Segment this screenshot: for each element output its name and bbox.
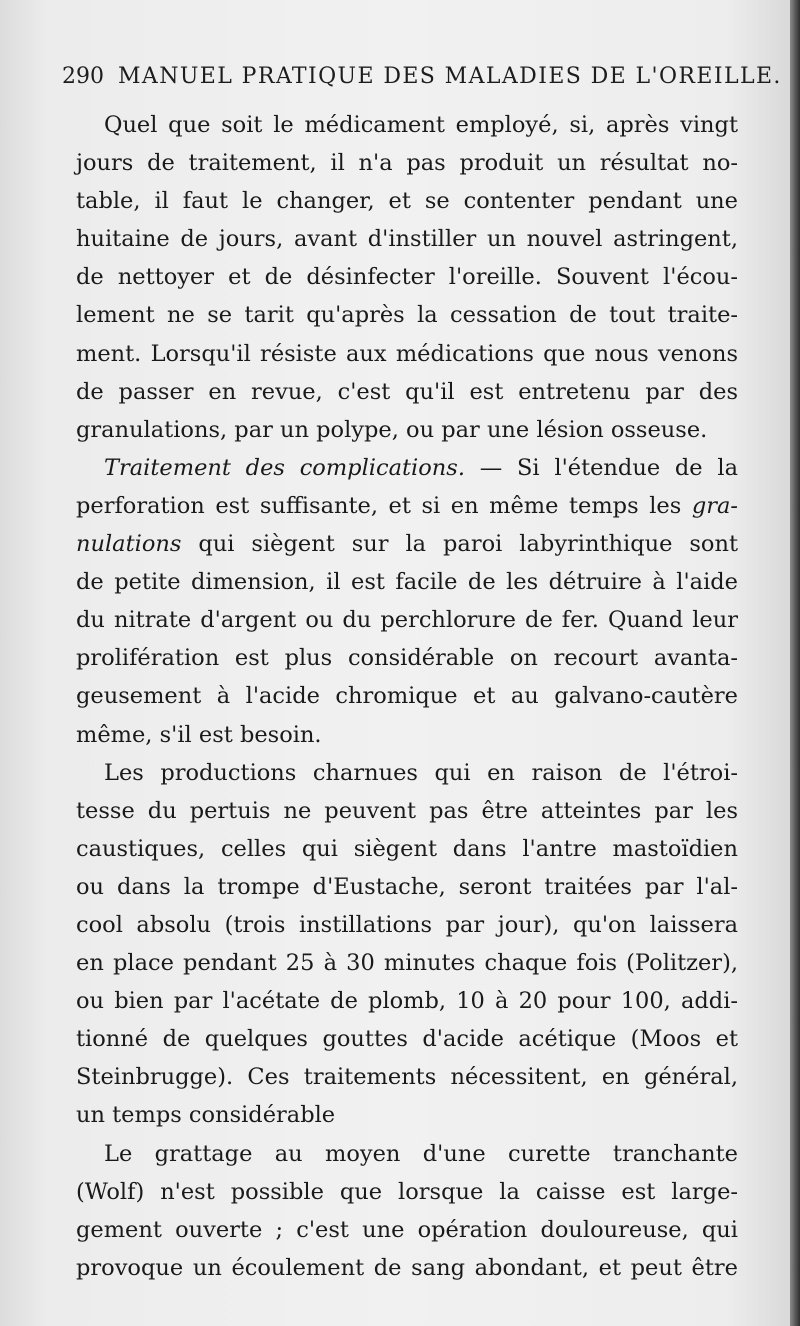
text-line: table, il faut le changer, et se contenter pendant une — [76, 188, 738, 215]
text-line: en place pendant 25 à 30 minutes chaque fois (Politzer), — [76, 950, 738, 977]
text-line: même, s'il est besoin. — [76, 721, 322, 748]
text-line: Steinbrugge). Ces traitements nécessitent, en général, — [76, 1064, 738, 1091]
text-fragment: qui siègent sur la paroi labyrinthique sont — [181, 531, 738, 558]
text-line: geusement à l'acide chromique et au galvano-cautère — [76, 683, 738, 710]
paragraph-2 — [76, 449, 738, 754]
text-line: ment. Lorsqu'il résiste aux médications que nous venons — [76, 340, 738, 367]
page-number: 290 — [62, 64, 104, 89]
text-fragment: — Si l'étendue de la — [464, 454, 738, 481]
paragraph-1 — [76, 106, 738, 449]
text-line: Le grattage au moyen d'une curette tranchante — [104, 1140, 738, 1167]
italic-term: nulations — [76, 531, 182, 558]
text-line: huitaine de jours, avant d'instiller un nouvel astringent, — [76, 226, 738, 253]
text-line: cool absolu (trois instillations par jour), qu'on laissera — [76, 911, 738, 938]
text-line: de nettoyer et de désinfecter l'oreille. Souvent l'écou- — [76, 264, 738, 291]
text-line: de petite dimension, il est facile de les détruire à l'aide — [76, 569, 738, 596]
text-line: tesse du pertuis ne peuvent pas être atteintes par les — [76, 797, 738, 824]
italic-term: gra- — [691, 492, 738, 519]
text-line: lement ne se tarit qu'après la cessation de tout traite- — [76, 302, 738, 329]
text-line: tionné de quelques gouttes d'acide acétique (Moos et — [76, 1026, 738, 1053]
text-line: du nitrate d'argent ou du perchlorure de fer. Quand leur — [76, 607, 738, 634]
text-line: provoque un écoulement de sang abondant, et peut être — [76, 1254, 738, 1281]
text-line — [76, 525, 738, 563]
text-line: Les productions charnues qui en raison de l'étroi- — [104, 759, 738, 786]
text-line: prolifération est plus considérable on recourt avanta- — [76, 645, 738, 672]
text-line: caustiques, celles qui siègent dans l'antre mastoïdien — [76, 835, 738, 862]
body-text — [76, 106, 738, 1287]
text-line: un temps considérable — [76, 1102, 336, 1129]
page-edge-shadow — [790, 0, 800, 1326]
text-line: granulations, par un polype, ou par une lésion osseuse. — [76, 416, 708, 443]
running-title: MANUEL PRATIQUE DES MALADIES DE L'OREILLE. — [118, 64, 782, 89]
text-fragment: perforation est suffisante, et si en même temps les — [76, 492, 692, 519]
text-line: (Wolf) n'est possible que lorsque la caisse est large- — [76, 1178, 738, 1205]
running-header — [62, 64, 782, 89]
paragraph-3 — [76, 754, 738, 1135]
section-heading: Traitement des complications. — [104, 454, 465, 481]
text-line: gement ouverte ; c'est une opération douloureuse, qui — [76, 1216, 738, 1243]
text-line — [76, 487, 738, 525]
paragraph-4 — [76, 1135, 738, 1287]
text-line: ou dans la trompe d'Eustache, seront traitées par l'al- — [76, 873, 738, 900]
text-line — [76, 449, 738, 487]
text-line: Quel que soit le médicament employé, si, après vingt — [104, 112, 738, 138]
text-line: ou bien par l'acétate de plomb, 10 à 20 pour 100, addi- — [76, 988, 738, 1015]
text-line: jours de traitement, il n'a pas produit un résultat no- — [76, 150, 738, 177]
text-line: de passer en revue, c'est qu'il est entretenu par des — [76, 378, 738, 405]
